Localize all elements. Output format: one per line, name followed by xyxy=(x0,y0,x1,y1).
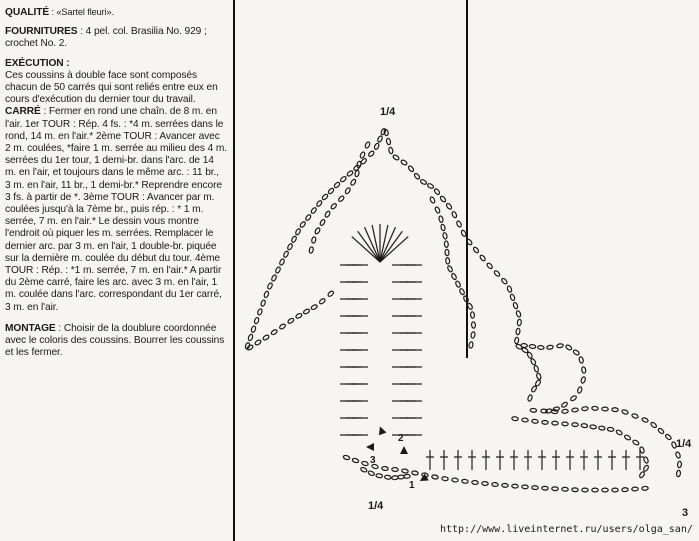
chain-stitch xyxy=(510,294,516,301)
chain-stitch xyxy=(427,183,434,189)
chain-stitch xyxy=(371,464,378,469)
chain-stitch xyxy=(592,488,598,492)
stitch-marks xyxy=(340,224,644,470)
chain-stitch xyxy=(314,227,321,234)
chain-stitch xyxy=(377,135,383,142)
chain-stitch xyxy=(384,475,391,480)
chain-stitch xyxy=(562,409,569,414)
chain-stitch xyxy=(291,236,297,243)
chain-stitch xyxy=(469,341,474,348)
chain-stitch xyxy=(310,304,317,310)
montage-text: : Choisir de la doublure coordonnée avec le coloris des coussins. Bourrer les coussins et les fermer. xyxy=(5,322,225,359)
montage-section xyxy=(5,323,227,360)
round-3-label: 3 xyxy=(370,455,376,466)
chain-stitch xyxy=(612,488,618,492)
chain-stitch xyxy=(330,203,337,210)
chain-stitch xyxy=(279,258,285,265)
chain-stitch xyxy=(311,236,316,243)
montage-heading: MONTAGE xyxy=(5,322,56,334)
execution-heading-suffix: : xyxy=(63,57,70,69)
chain-stitch xyxy=(541,409,548,413)
column-divider-left xyxy=(233,0,235,541)
chain-stitch xyxy=(632,439,639,446)
chain-stitch xyxy=(309,246,314,253)
execution-heading: EXÉCUTION xyxy=(5,57,64,69)
chain-stitch xyxy=(641,417,648,423)
chain-stitch xyxy=(364,141,370,148)
chain-stitch xyxy=(592,406,599,410)
chain-stitch xyxy=(493,270,500,277)
chain-stitch xyxy=(573,349,580,356)
chain-stitch xyxy=(657,428,664,435)
chain-stitch xyxy=(299,221,306,228)
chain-stitch xyxy=(570,395,577,402)
chain-stitch xyxy=(287,317,294,324)
chain-stitch xyxy=(386,138,391,145)
chain-stitch xyxy=(467,303,473,310)
chain-stitch xyxy=(572,408,579,413)
chain-stitch xyxy=(527,352,533,359)
chain-stitch xyxy=(446,257,450,264)
chain-stitch xyxy=(270,329,277,336)
chain-stitch xyxy=(451,211,457,218)
chain-stitch xyxy=(530,408,537,412)
chain-stitch xyxy=(346,170,353,177)
chain-stitch xyxy=(607,427,614,432)
chain-stitch xyxy=(447,265,453,272)
chain-stitch xyxy=(279,323,286,330)
chain-stitch xyxy=(283,251,289,258)
qualite-heading: QUALITÉ xyxy=(5,7,50,18)
chain-stitch xyxy=(262,334,269,341)
chain-stitch xyxy=(434,206,440,213)
chain-stitch xyxy=(401,469,408,474)
chain-stitch xyxy=(319,219,326,226)
chain-stitch xyxy=(380,128,386,135)
chain-stitch xyxy=(530,358,536,365)
chain-stitch xyxy=(557,343,564,348)
chain-stitch xyxy=(486,262,493,269)
chain-stitch xyxy=(501,278,508,285)
chain-stitch xyxy=(360,467,367,473)
chain-stitch xyxy=(257,308,263,315)
chain-stitch xyxy=(581,366,586,373)
chain-stitch xyxy=(582,406,589,411)
round-2-label: 2 xyxy=(398,433,404,444)
page-number: 3 xyxy=(682,507,689,519)
chain-stitch xyxy=(343,455,350,461)
chain-stitch xyxy=(442,476,449,481)
chain-stitch xyxy=(442,232,447,239)
chain-stitch xyxy=(572,488,579,492)
chain-stitch xyxy=(598,426,605,431)
chain-stitch xyxy=(254,317,260,324)
chain-stitch xyxy=(572,422,579,426)
chain-stitch xyxy=(452,478,459,483)
chain-stitch xyxy=(271,274,277,281)
chain-stitch xyxy=(579,356,584,363)
chain-stitch xyxy=(537,345,544,350)
chain-stitch xyxy=(502,483,509,487)
chain-stitch xyxy=(479,254,486,261)
chain-stitch xyxy=(461,230,467,237)
chain-stitch xyxy=(529,344,536,349)
chain-stitch xyxy=(451,273,457,280)
chain-stitch xyxy=(431,475,438,480)
chain-stitch xyxy=(602,488,608,492)
chain-stitch xyxy=(532,485,539,489)
chain-stitch xyxy=(565,344,572,351)
chain-stitch xyxy=(552,421,559,425)
chain-stitch xyxy=(471,322,475,329)
chain-stitch xyxy=(513,302,519,309)
chain-stitch xyxy=(516,328,521,335)
chain-stitch xyxy=(352,458,359,464)
chain-stitch xyxy=(414,173,421,180)
chain-stitch xyxy=(324,210,331,217)
chain-stitch xyxy=(287,243,293,250)
chain-stitch xyxy=(368,150,375,157)
chain-stitch xyxy=(310,207,317,214)
chain-stitch xyxy=(532,419,539,424)
chain-stitch xyxy=(612,408,619,412)
chain-stitch xyxy=(552,487,559,491)
chain-stitch xyxy=(392,154,399,161)
chain-stitch xyxy=(516,310,522,317)
execution-section xyxy=(5,58,227,314)
qualite-value: : «Sartel fleuri». xyxy=(49,7,115,17)
chain-stitch xyxy=(295,313,302,319)
chain-stitch xyxy=(642,486,649,490)
fournitures-heading: FOURNITURES xyxy=(5,26,78,38)
crochet-chart xyxy=(236,92,699,512)
chain-stitch xyxy=(517,319,522,326)
chain-stitch xyxy=(621,409,628,415)
chain-stitch xyxy=(471,331,476,338)
chain-stitch xyxy=(459,288,465,295)
carre-heading: CARRÉ xyxy=(5,106,41,118)
direction-arrow xyxy=(366,443,374,451)
chain-stitch xyxy=(340,176,347,183)
chain-stitch xyxy=(248,334,254,341)
chain-stitch xyxy=(514,337,519,344)
chain-stitch xyxy=(408,165,415,172)
chain-stitch xyxy=(581,423,588,428)
chain-stitch xyxy=(615,429,622,436)
chain-stitch xyxy=(327,290,334,297)
chain-stitch xyxy=(446,203,453,210)
chain-stitch xyxy=(246,344,253,351)
chain-stitch xyxy=(643,465,650,472)
chain-stitch xyxy=(319,298,326,305)
chain-stitch xyxy=(553,406,560,411)
chain-stitch xyxy=(275,266,281,273)
instructions-column xyxy=(5,6,227,366)
chain-stitch xyxy=(542,420,549,424)
chain-stitch xyxy=(456,220,462,227)
chain-stitch xyxy=(507,285,513,292)
chain-stitch xyxy=(562,487,569,491)
chain-stitch xyxy=(512,484,519,488)
chain-stitch xyxy=(671,441,677,448)
diagram-label-top: 1/4 xyxy=(380,106,396,118)
chain-stitch xyxy=(429,196,435,203)
chain-stitch xyxy=(472,246,479,253)
fournitures-section xyxy=(5,26,227,50)
execution-intro: Ces coussins à double face sont composés chacun de 50 carrés qui sont reliés entre eux en cours d'exécution du dernier tour du travail. xyxy=(5,69,218,106)
chain-stitch xyxy=(547,345,554,350)
chain-stitch xyxy=(444,241,448,248)
chain-stitch xyxy=(392,467,399,471)
chain-stitch xyxy=(400,159,407,166)
chain-stitch xyxy=(303,308,310,314)
chain-stitch xyxy=(533,365,539,372)
chain-stitches xyxy=(245,128,682,492)
chain-stitch xyxy=(420,179,427,185)
chain-stitch xyxy=(267,282,273,289)
chain-stitch xyxy=(333,181,340,188)
chain-stitch xyxy=(260,299,266,306)
direction-arrow xyxy=(400,446,408,454)
chain-stitch xyxy=(376,473,383,478)
chain-stitch xyxy=(382,466,389,470)
chain-stitch xyxy=(522,485,529,489)
chain-stitch xyxy=(295,228,301,235)
chain-stitch xyxy=(344,187,351,194)
chain-stitch xyxy=(676,470,680,477)
chain-stitch xyxy=(624,434,631,441)
chain-stitch xyxy=(251,326,257,333)
chain-stitch xyxy=(492,482,499,486)
diagram-label-right: 1/4 xyxy=(676,438,692,450)
chain-stitch xyxy=(350,179,357,186)
chain-stitch xyxy=(631,413,638,419)
chain-stitch xyxy=(582,488,588,492)
chain-stitch xyxy=(639,471,646,478)
chain-stitch xyxy=(650,422,657,429)
chain-stitch xyxy=(527,394,533,401)
chain-stitch xyxy=(438,216,443,223)
chain-stitch xyxy=(622,488,629,492)
fournitures-value: : 4 pel. col. Brasilia No. 929 ; crochet No. 2. xyxy=(5,26,207,50)
chain-stitch xyxy=(472,480,479,484)
chain-stitch xyxy=(374,143,380,150)
chain-stitch xyxy=(445,249,449,256)
chain-stitch xyxy=(338,195,345,202)
chain-stitch xyxy=(388,147,393,154)
chain-stitch xyxy=(305,214,312,221)
diagram-label-bottom: 1/4 xyxy=(368,500,384,512)
chain-stitch xyxy=(316,200,323,207)
chain-stitch xyxy=(440,224,445,231)
chain-stitch xyxy=(359,151,365,158)
chain-stitch xyxy=(562,422,569,426)
chain-stitch xyxy=(602,407,609,411)
direction-arrow xyxy=(376,425,386,435)
carre-instructions: : Fermer en rond une chaîn. de 8 m. en l'air. 1er TOUR : Rép. 4 fs. : *4 m. serrées dans le rond, 14 m. en l'air.* 2ème TOUR : Avancer avec 2 m. coulées, *faire 1 m. serrée au milieu des 4 m. serrées du 1er tour, 1 demi-br. dans l'arc. de 14 m. en l'air, et toujours dans le même arc. : 11 br., 3 m. en l'air, 11 br., 1 demi-br.* Reprendre encore 3 fs. à partir de *. 3ème TOUR : Avancer par m. coulées jusqu'à la 7ème br., puis rép. : * 1 m. serrée, 7 m. en l'air.* Le dessin vous montre l'endroit où piquer les m. serrées. Remplacer le dernier arc. par 3 m. en l'air, 1 double-br. piquée sur la dernière m. coulée du début du tour. 4ème TOUR : Rép. : *1 m. serrée, 7 m. en l'air.* A partir du 2ème carré, faire les arc. avec 3 m. en l'air, 1 m. coulée dans l'arc. correspondant du 1er carré, 3 m. en l'air. xyxy=(5,106,227,313)
chain-stitch xyxy=(470,312,474,319)
chain-stitch xyxy=(531,385,538,392)
chain-stitch xyxy=(665,434,672,441)
chain-stitch xyxy=(462,479,469,484)
chain-stitch xyxy=(677,461,681,468)
watermark-url: http://www.liveinternet.ru/users/olga_san/ xyxy=(440,524,693,535)
chain-stitch xyxy=(590,425,597,430)
chain-stitch xyxy=(368,470,375,476)
chain-stitch xyxy=(512,416,519,421)
chain-stitch xyxy=(521,343,528,348)
chain-stitch xyxy=(411,471,418,476)
chain-stitch xyxy=(321,193,328,200)
chain-stitch xyxy=(361,461,368,466)
chain-stitch xyxy=(522,418,529,423)
chain-stitch xyxy=(440,195,447,202)
chain-stitch xyxy=(542,486,549,490)
chain-stitch xyxy=(263,291,269,298)
chain-stitch xyxy=(482,481,489,485)
chain-stitch xyxy=(466,238,473,245)
chain-stitch xyxy=(577,386,583,393)
chain-stitch xyxy=(536,373,542,380)
chain-stitch xyxy=(580,376,586,383)
direction-arrow xyxy=(418,474,429,485)
chain-stitch xyxy=(632,487,639,491)
qualite-section xyxy=(5,6,227,19)
chain-stitch xyxy=(675,451,681,458)
chain-stitch xyxy=(254,339,261,346)
chain-stitch xyxy=(455,280,461,287)
chain-stitch xyxy=(463,295,469,302)
round-1-label: 1 xyxy=(409,480,415,491)
chain-stitch xyxy=(327,187,334,194)
chain-stitch xyxy=(434,188,441,195)
chain-stitch xyxy=(561,401,568,408)
